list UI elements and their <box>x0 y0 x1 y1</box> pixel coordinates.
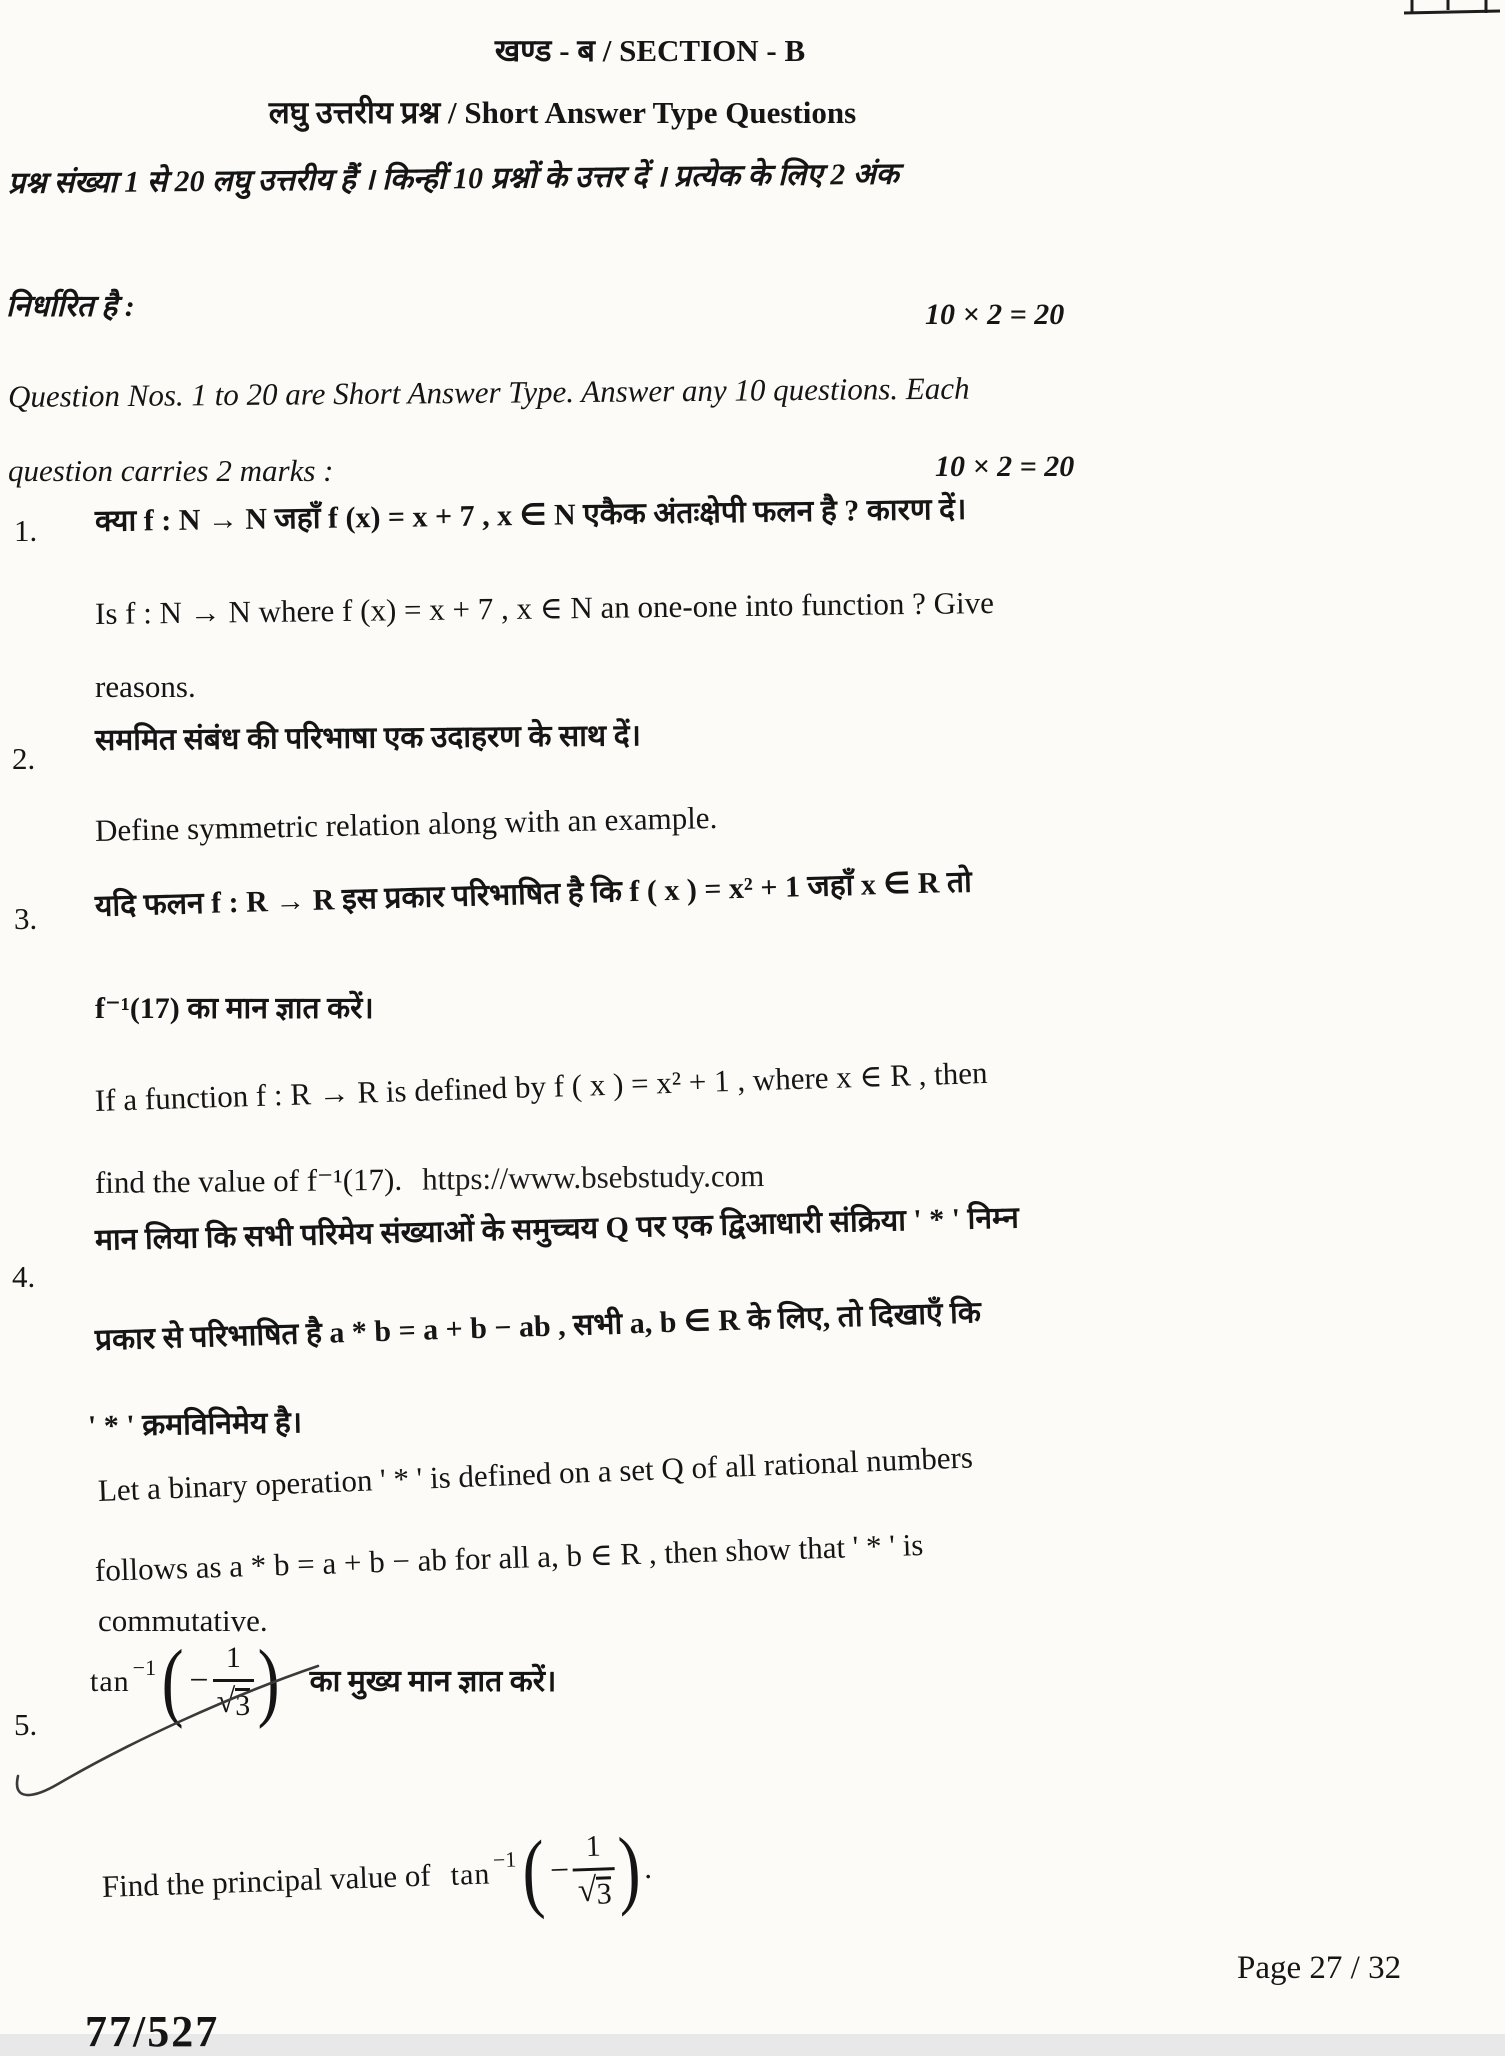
q4-english-line1: Let a binary operation ' * ' is defined on a set Q of all rational numbers <box>97 1439 974 1508</box>
q2-hindi: सममित संबंध की परिभाषा एक उदाहरण के साथ दें। <box>94 719 642 757</box>
formula-tan: tan <box>90 1664 130 1698</box>
paper-code: 77/527 <box>85 2007 220 2056</box>
q3-number: 3. <box>14 901 38 936</box>
formula-exponent: −1 <box>492 1846 517 1873</box>
bottom-left-code-fragment <box>85 2007 305 2056</box>
q3-english-line1: If a function f : R → R is defined by f ( x ) = x² + 1 , where x ∈ R , then <box>94 1054 988 1118</box>
instruction-hindi-line1: प्रश्न संख्या 1 से 20 लघु उत्तरीय हैं । किन्हीं 10 प्रश्नों के उत्तर दें । प्रत्येक के लिए 2 अंक <box>7 157 899 200</box>
marks-english: 10 × 2 = 20 <box>935 450 1075 483</box>
formula-open-paren: ( <box>520 1823 547 1922</box>
fraction-numerator: 1 <box>585 1829 602 1863</box>
q5-hindi-row <box>90 1633 557 1730</box>
q1-number: 1. <box>14 513 38 548</box>
q5-number: 5. <box>14 1707 38 1742</box>
section-title: खण्ड - ब / SECTION - B <box>494 33 806 68</box>
q5-hindi-suffix: का मुख्य मान ज्ञात करें। <box>309 1664 557 1698</box>
q1-hindi: क्या f : N → N जहाँ f (x) = x + 7 , x ∈ N एकैक अंतःक्षेपी फलन है ? कारण दें। <box>94 492 967 538</box>
radical-sign: √ <box>216 1682 236 1720</box>
q4-hindi-line2: प्रकार से परिभाषित है a * b = a + b − ab , सभी a, b ∈ R के लिए, तो दिखाएँ कि <box>94 1296 982 1357</box>
radicand: 3 <box>235 1688 251 1722</box>
q4-english-line2: follows as a * b = a + b − ab for all a, b ∈ R , then show that ' * ' is <box>94 1526 924 1588</box>
q5-english-period: . <box>643 1850 653 1886</box>
q5-formula-english <box>449 1820 645 1922</box>
formula-minus: − <box>549 1852 570 1890</box>
q3-hindi-line1: यदि फलन f : R → R इस प्रकार परिभाषित है कि f ( x ) = x² + 1 जहाँ x ∈ R तो <box>94 865 973 923</box>
instruction-english-line1: Question Nos. 1 to 20 are Short Answer Type. Answer any 10 questions. Each <box>7 370 970 414</box>
q3-english-line2 <box>95 1157 765 1203</box>
formula-minus: − <box>189 1662 209 1700</box>
formula-open-paren: ( <box>161 1633 184 1730</box>
q2-number: 2. <box>12 741 36 776</box>
formula-exponent: −1 <box>132 1654 157 1680</box>
formula-fraction <box>213 1640 255 1722</box>
q2-english: Define symmetric relation along with an example. <box>94 799 718 848</box>
q5-english-row <box>101 1820 654 1927</box>
q4-hindi-line1: मान लिया कि सभी परिमेय संख्याओं के समुच्चय Q पर एक द्विआधारी संक्रिया ' * ' निम्न <box>94 1201 1020 1257</box>
q4-number: 4. <box>12 1259 36 1294</box>
q5-english-prefix: Find the principal value of <box>101 1857 432 1905</box>
section-subtitle: लघु उत्तरीय प्रश्न / Short Answer Type Questions <box>268 95 857 130</box>
top-right-fragment <box>1404 0 1500 13</box>
fraction-numerator: 1 <box>225 1640 241 1674</box>
fraction-denominator <box>213 1679 255 1721</box>
instruction-english-line2: question carries 2 marks : <box>8 453 334 488</box>
q4-hindi-line3: ' * ' क्रमविनिमेय है। <box>87 1406 303 1443</box>
instruction-hindi-line2: निर्धारित है : <box>6 290 135 323</box>
q1-english-line1: Is f : N → N where f (x) = x + 7 , x ∈ N an one-one into function ? Give <box>94 585 995 631</box>
formula-close-paren: ) <box>257 1633 280 1730</box>
q3-english-line2-text: find the value of f⁻¹(17). <box>94 1161 403 1200</box>
fraction-denominator <box>573 1867 616 1910</box>
page-number-label: Page 27 / 32 <box>1237 1950 1402 1986</box>
radicand: 3 <box>596 1876 613 1911</box>
formula-close-paren: ) <box>616 1820 643 1918</box>
q5-formula-hindi <box>90 1633 284 1730</box>
radical-sign: √ <box>577 1871 598 1909</box>
formula-tan: tan <box>450 1857 491 1892</box>
q1-english-line2: reasons. <box>95 669 196 704</box>
marks-hindi: 10 × 2 = 20 <box>925 298 1065 331</box>
q4-english-line3: commutative. <box>98 1603 268 1638</box>
q3-hindi-line2: f⁻¹(17) का मान ज्ञात करें। <box>95 992 374 1025</box>
formula-fraction <box>572 1831 616 1910</box>
watermark-url: https://www.bsebstudy.com <box>421 1157 765 1197</box>
